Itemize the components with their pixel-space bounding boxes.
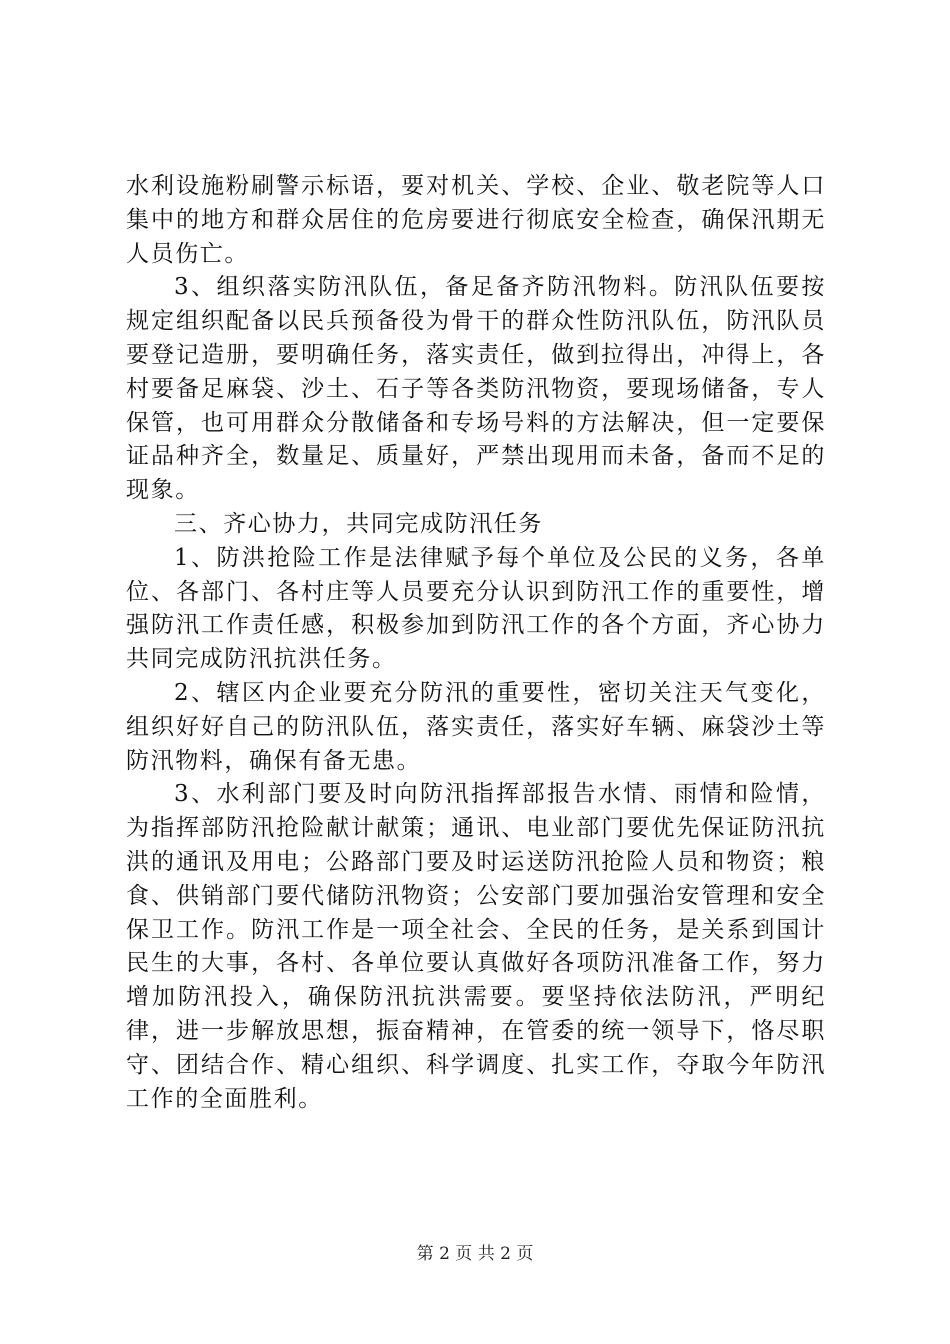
paragraph-item-2-enterprises: 2、辖区内企业要充分防汛的重要性，密切关注天气变化，组织好好自己的防汛队伍，落实责任，落实好车辆、麻袋沙土等防汛物料，确保有备无患。 bbox=[126, 679, 826, 774]
section-heading-three: 三、齐心协力，共同完成防汛任务 bbox=[174, 510, 543, 537]
document-body bbox=[126, 170, 826, 1116]
paragraph-item-3-departments: 3、水利部门要及时向防汛指挥部报告水情、雨情和险情，为指挥部防汛抢险献计献策；通讯、电业部门要优先保证防汛抗洪的通讯及用电；公路部门要及时运送防汛抢险人员和物资；粮食、供销部门要代储防汛物资；公安部门要加强治安管理和安全保卫工作。防汛工作是一项全社会、全民的任务，是关系到国计民生的大事，各村、各单位要认真做好各项防汛准备工作，努力增加防汛投入，确保防汛抗洪需要。要坚持依法防汛，严明纪律，进一步解放思想，振奋精神，在管委的统一领导下，恪尽职守、团结合作、精心组织、科学调度、扎实工作，夺取今年防汛工作的全面胜利。 bbox=[126, 781, 826, 1112]
paragraph-continuation: 水利设施粉刷警示标语，要对机关、学校、企业、敬老院等人口集中的地方和群众居住的危房要进行彻底安全检查，确保汛期无人员伤亡。 bbox=[126, 173, 826, 267]
paragraph-item-3-flood-team: 3、组织落实防汛队伍，备足备齐防汛物料。防汛队伍要按规定组织配备以民兵预备役为骨干的群众性防汛队伍，防汛队员要登记造册，要明确任务，落实责任，做到拉得出，冲得上，各村要备足麻袋、沙土、石子等各类防汛物资，要现场储备，专人保管，也可用群众分散储备和专场号料的方法解决，但一定要保证品种齐全，数量足、质量好，严禁出现用而未备，备而不足的现象。 bbox=[126, 274, 826, 504]
paragraph-item-1-duty: 1、防洪抢险工作是法律赋予每个单位及公民的义务，各单位、各部门、各村庄等人员要充分认识到防汛工作的重要性，增强防汛工作责任感，积极参加到防汛工作的各个方面，齐心协力共同完成防汛抗洪任务。 bbox=[126, 544, 826, 673]
page-number-footer: 第 2 页 共 2 页 bbox=[416, 1244, 534, 1264]
